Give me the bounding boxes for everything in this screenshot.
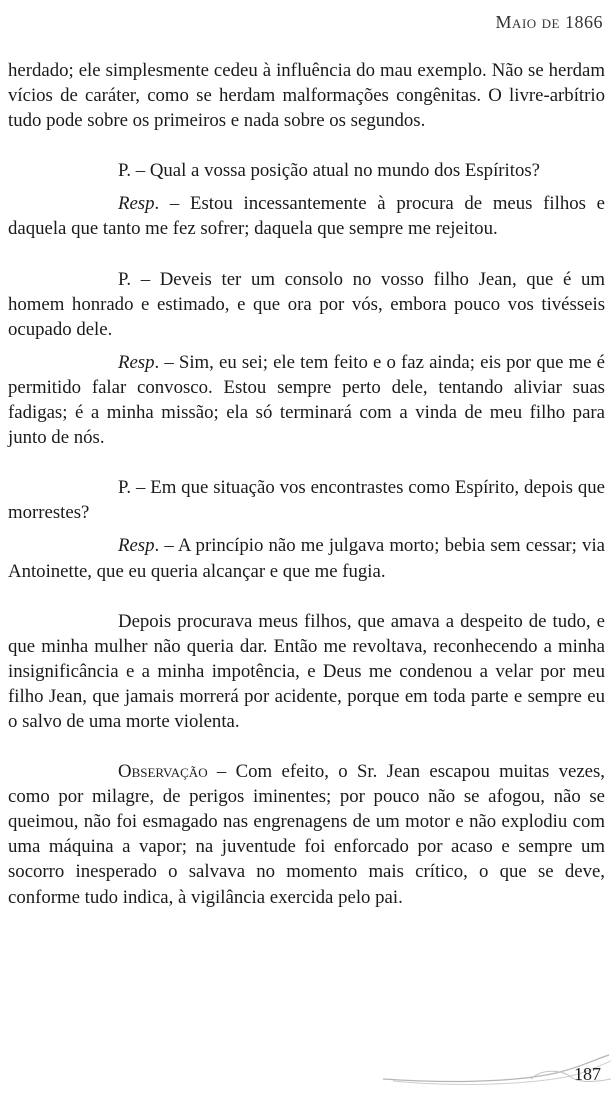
answer-label: Resp <box>118 535 155 557</box>
answer-2 <box>8 350 605 450</box>
answer-text: . – Sim, eu sei; ele tem feito e o faz ainda; eis por que me é permitido falar convosco. Estou sempre perto dele, tentando aliviar suas fadigas; é a minha missão; ela só terminará com a vinda de meu filho para junto de nós. <box>8 351 605 449</box>
answer-text: . – Estou incessantemente à procura de meus filhos e daquela que tanto me fez sofrer; daquela que sempre me rejeitou. <box>8 193 605 240</box>
answer-label: Resp <box>118 193 155 215</box>
observation <box>8 759 605 910</box>
answer-3 <box>8 533 605 583</box>
paragraph-continuation-2: Depois procurava meus filhos, que amava a despeito de tudo, e que minha mulher não queria dar. Então me revoltava, reconhecendo a minha insignificância e a minha impotência, e Deus me condenou a velar por meu filho Jean, que jamais morrerá por acidente, porque em toda parte e sempre eu o salvo de uma morte violenta. <box>8 610 605 732</box>
running-header: Maio de 1866 <box>495 12 603 32</box>
answer-text: . – A princípio não me julgava morto; bebia sem cessar; via Antoinette, que eu queria alcançar e que me fugia. <box>8 535 605 582</box>
paragraph-continuation: herdado; ele simplesmente cedeu à influência do mau exemplo. Não se herdam vícios de caráter, como se herdam malformações congênitas. O livre-arbítrio tudo pode sobre os primeiros e nada sobre os segundos. <box>8 60 605 132</box>
question-2: P. – Deveis ter um consolo no vosso filho Jean, que é um homem honrado e estimado, e que ora por vós, embora pouco vos tivésseis ocupado dele. <box>8 268 605 340</box>
page-number: 187 <box>574 1064 601 1084</box>
observation-label: Observação <box>118 761 208 783</box>
page-body <box>8 58 605 910</box>
answer-label: Resp <box>118 351 155 373</box>
page-footer <box>381 1049 611 1089</box>
question-1: P. – Qual a vossa posição atual no mundo dos Espíritos? <box>118 160 541 182</box>
question-3: P. – Em que situação vos encontrastes como Espírito, depois que morrestes? <box>8 477 605 524</box>
observation-text: – Com efeito, o Sr. Jean escapou muitas vezes, como por milagre, de perigos iminentes; por pouco não se afogou, não se queimou, não foi esmagado nas engrenagens de um motor e não explodiu com uma máquina a vapor; na juventude foi enforcado por acaso e sempre um socorro inesperado o salvava no momento mais crítico, o que se deve, conforme tudo indica, à vigilância exercida pelo pai. <box>8 761 605 908</box>
answer-1 <box>8 191 605 241</box>
